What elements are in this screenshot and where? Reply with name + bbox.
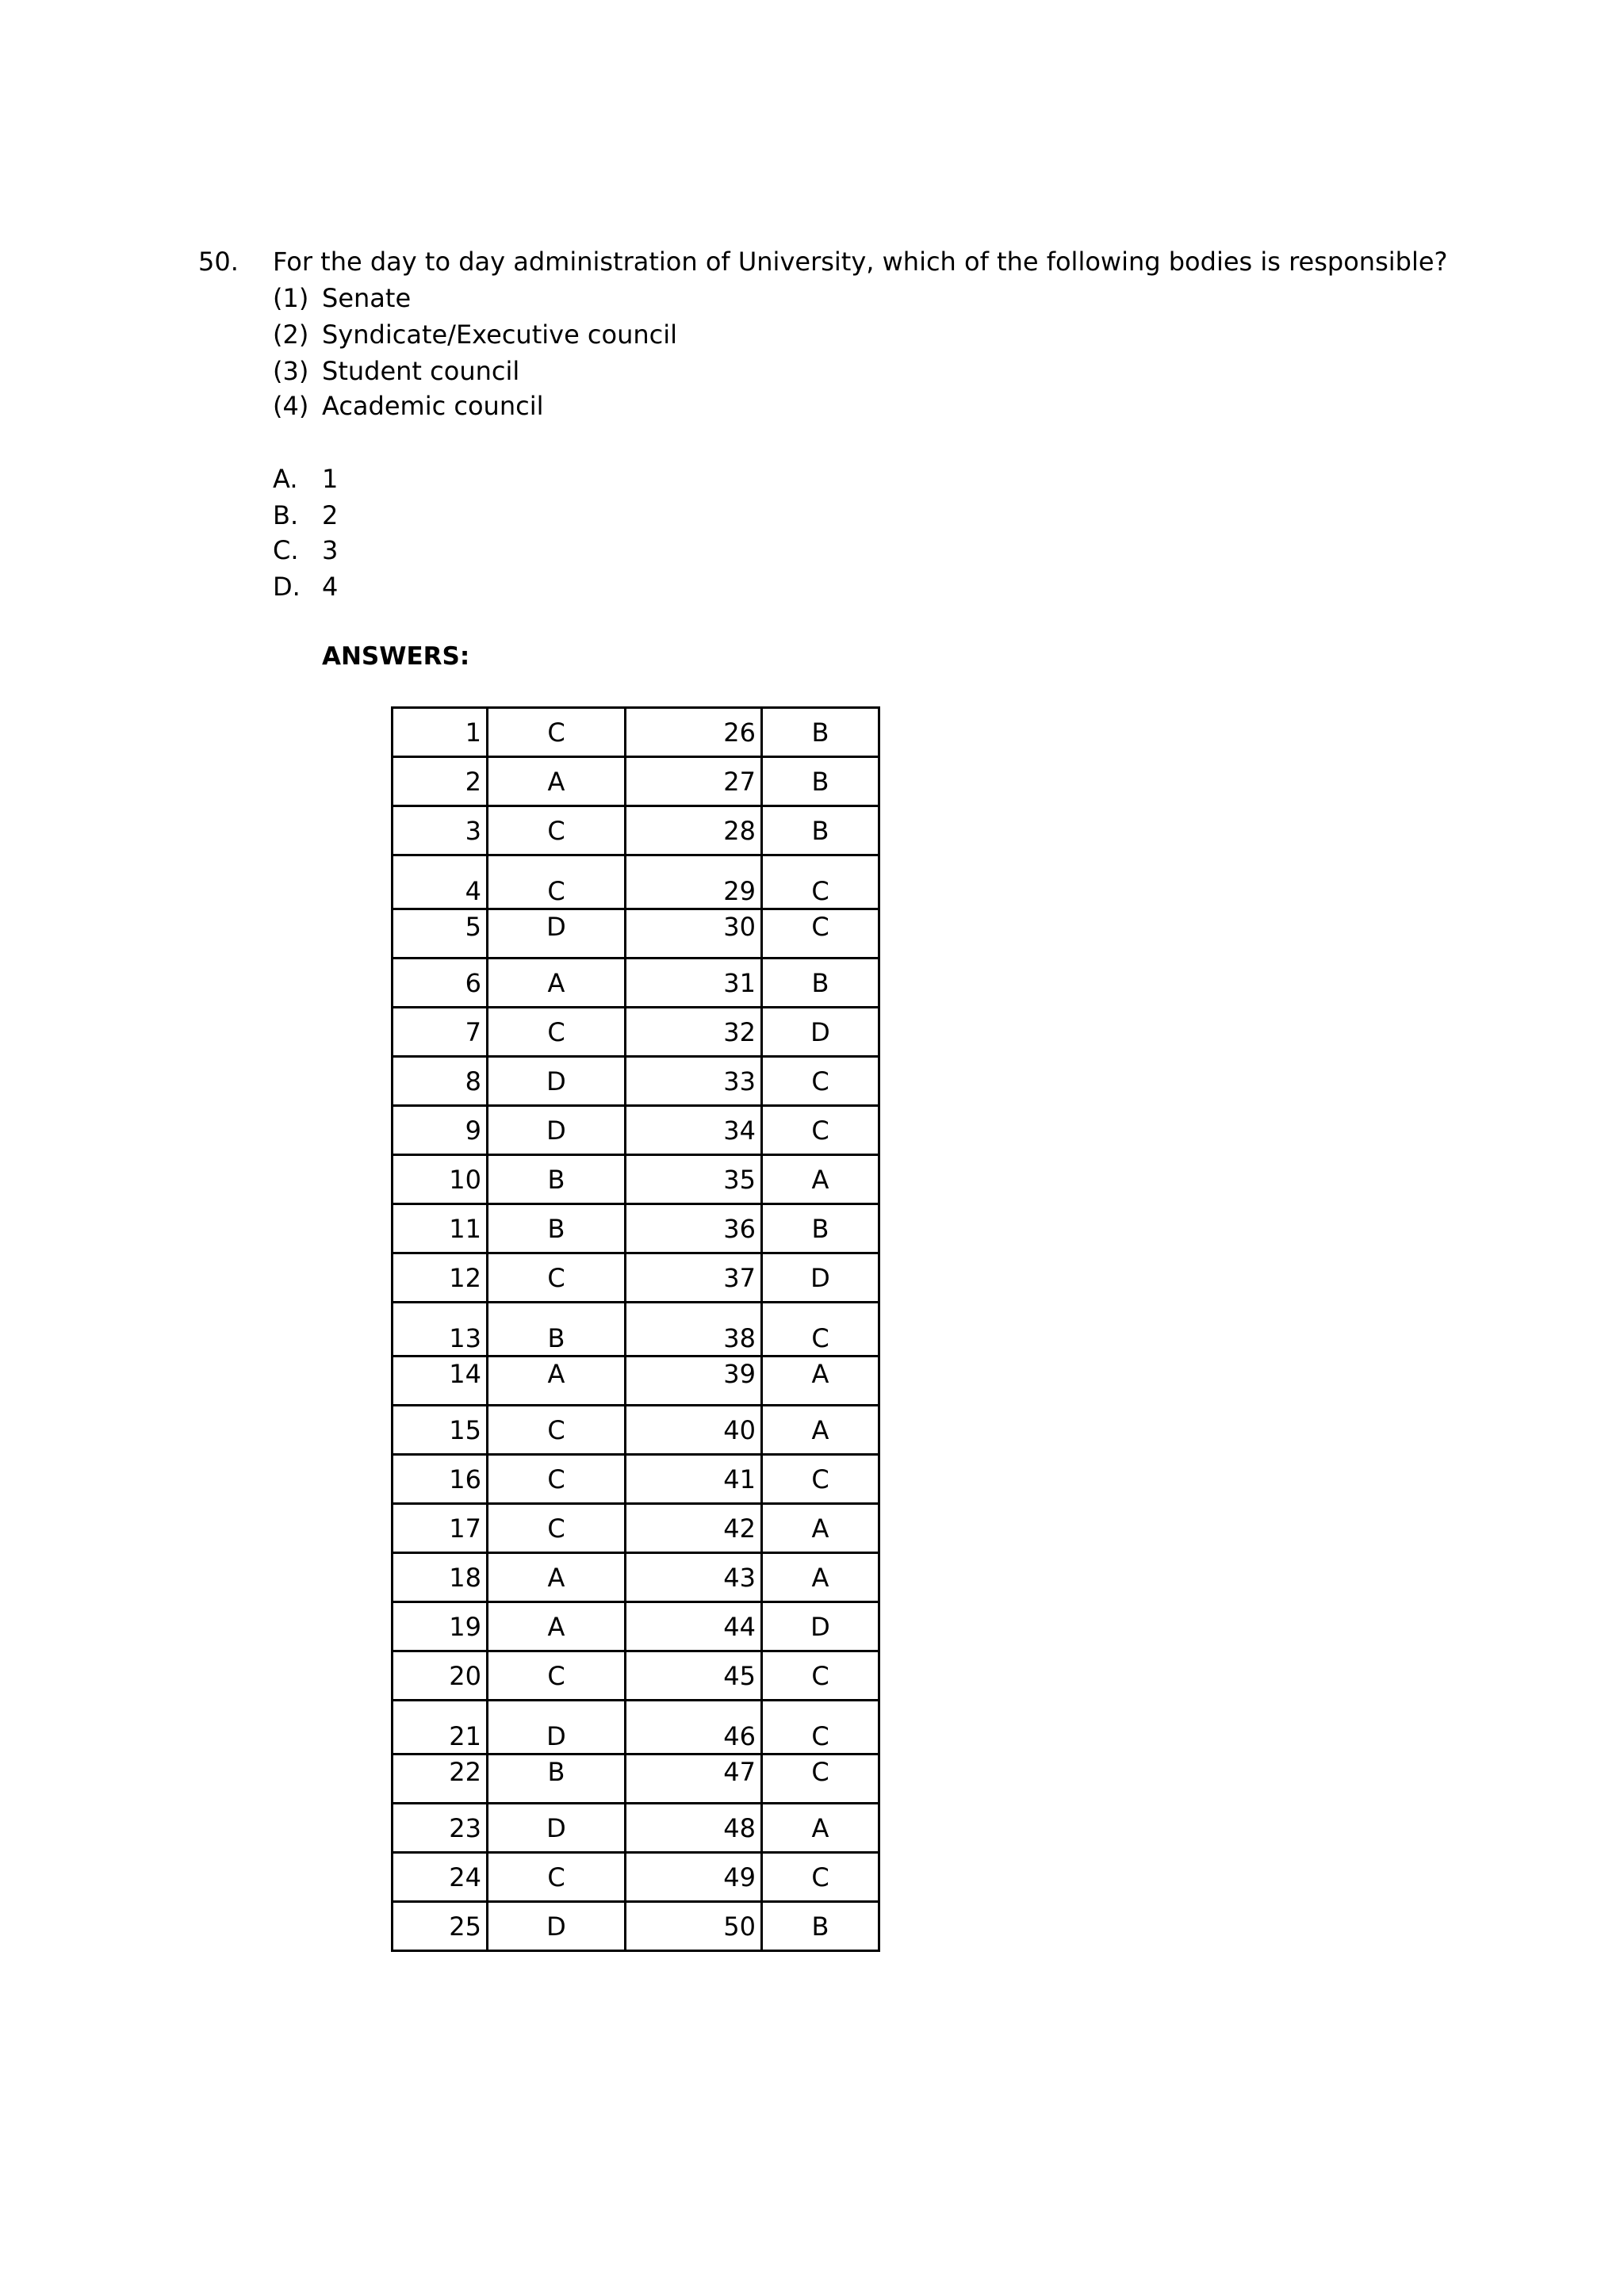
question-number-cell: 49 — [626, 1853, 762, 1902]
answer-cell: A — [762, 1155, 879, 1204]
question-number-cell: 22 — [393, 1755, 488, 1804]
question-number-cell: 48 — [626, 1804, 762, 1853]
question-number-cell: 33 — [626, 1057, 762, 1106]
question-number-cell: 44 — [626, 1602, 762, 1651]
table-row — [393, 1303, 879, 1357]
option-1 — [273, 281, 411, 316]
question-number-cell: 26 — [626, 708, 762, 757]
answer-cell: D — [488, 1804, 626, 1853]
choice-b — [273, 498, 338, 533]
choice-a — [273, 461, 338, 496]
option-2 — [273, 317, 677, 352]
answer-cell: A — [488, 1602, 626, 1651]
question-number-cell: 1 — [393, 708, 488, 757]
answer-cell: A — [488, 1357, 626, 1406]
table-row — [393, 1057, 879, 1106]
answer-cell: B — [762, 1204, 879, 1253]
question-number-cell: 5 — [393, 909, 488, 959]
question-number-cell: 6 — [393, 959, 488, 1008]
answer-cell: C — [488, 1455, 626, 1504]
question-number-cell: 45 — [626, 1651, 762, 1701]
answer-cell: D — [762, 1602, 879, 1651]
question-number: 50. — [198, 247, 239, 277]
answer-cell: C — [488, 1651, 626, 1701]
question-number-cell: 31 — [626, 959, 762, 1008]
question-number-cell: 16 — [393, 1455, 488, 1504]
answer-cell: A — [488, 1553, 626, 1602]
question-number-cell: 14 — [393, 1357, 488, 1406]
answer-cell: C — [488, 1406, 626, 1455]
question-number-cell: 15 — [393, 1406, 488, 1455]
answer-cell: C — [762, 1651, 879, 1701]
question-number-cell: 19 — [393, 1602, 488, 1651]
table-row — [393, 1008, 879, 1057]
option-key: (2) — [273, 320, 309, 350]
answer-cell: C — [488, 1504, 626, 1553]
answers-heading: ANSWERS: — [322, 642, 470, 671]
question-number-cell: 12 — [393, 1253, 488, 1303]
answer-cell: D — [488, 1701, 626, 1755]
table-row — [393, 1755, 879, 1804]
answer-key-table — [391, 706, 880, 1952]
answer-cell: C — [488, 708, 626, 757]
option-label: Syndicate/Executive council — [322, 320, 678, 350]
answer-cell: C — [488, 1253, 626, 1303]
answer-cell: C — [488, 1853, 626, 1902]
table-row — [393, 757, 879, 806]
answer-cell: C — [762, 855, 879, 909]
table-row — [393, 1253, 879, 1303]
table-row — [393, 1155, 879, 1204]
answer-cell: C — [762, 1106, 879, 1155]
answer-cell: C — [762, 1853, 879, 1902]
question-number-cell: 2 — [393, 757, 488, 806]
question-number-cell: 27 — [626, 757, 762, 806]
question-number-cell: 39 — [626, 1357, 762, 1406]
table-row — [393, 806, 879, 855]
option-key: (4) — [273, 391, 309, 421]
table-row — [393, 1106, 879, 1155]
question-number-cell: 43 — [626, 1553, 762, 1602]
question-number-cell: 50 — [626, 1902, 762, 1951]
table-row — [393, 1455, 879, 1504]
option-label: Senate — [322, 283, 412, 313]
table-row — [393, 1701, 879, 1755]
table-row — [393, 855, 879, 909]
answer-cell: A — [488, 757, 626, 806]
answer-cell: D — [488, 1902, 626, 1951]
table-row — [393, 1553, 879, 1602]
question-number-cell: 42 — [626, 1504, 762, 1553]
table-row — [393, 959, 879, 1008]
answer-cell: C — [488, 806, 626, 855]
question-number-cell: 10 — [393, 1155, 488, 1204]
question-number-cell: 35 — [626, 1155, 762, 1204]
question-text: For the day to day administration of University, which of the following bodies is responsible? — [273, 247, 1448, 277]
question-number-cell: 11 — [393, 1204, 488, 1253]
question-number-cell: 23 — [393, 1804, 488, 1853]
option-key: (3) — [273, 356, 309, 386]
question-number-cell: 37 — [626, 1253, 762, 1303]
question-number-cell: 29 — [626, 855, 762, 909]
option-3 — [273, 354, 519, 388]
answer-cell: A — [488, 959, 626, 1008]
question-number-cell: 20 — [393, 1651, 488, 1701]
answer-cell: C — [762, 1303, 879, 1357]
table-row — [393, 1902, 879, 1951]
question-number-cell: 28 — [626, 806, 762, 855]
answer-cell: C — [762, 1455, 879, 1504]
choice-key: B. — [273, 500, 299, 530]
answer-cell: D — [488, 1106, 626, 1155]
question-number-cell: 41 — [626, 1455, 762, 1504]
question-number-cell: 17 — [393, 1504, 488, 1553]
answer-cell: A — [762, 1553, 879, 1602]
question-number-cell: 38 — [626, 1303, 762, 1357]
answer-cell: D — [488, 1057, 626, 1106]
option-label: Student council — [322, 356, 520, 386]
answer-cell: B — [762, 757, 879, 806]
answer-cell: B — [762, 1902, 879, 1951]
option-label: Academic council — [322, 391, 544, 421]
choice-key: D. — [273, 572, 301, 602]
question-number-cell: 9 — [393, 1106, 488, 1155]
table-row — [393, 1804, 879, 1853]
answer-cell: A — [762, 1406, 879, 1455]
question-number-cell: 8 — [393, 1057, 488, 1106]
table-row — [393, 1651, 879, 1701]
answer-cell: B — [488, 1303, 626, 1357]
answer-cell: C — [762, 1755, 879, 1804]
table-row — [393, 1602, 879, 1651]
answer-cell: B — [762, 806, 879, 855]
answer-cell: D — [488, 909, 626, 959]
answer-cell: A — [762, 1504, 879, 1553]
choice-label: 3 — [322, 535, 339, 565]
table-row — [393, 1853, 879, 1902]
choice-d — [273, 569, 338, 604]
table-row — [393, 1504, 879, 1553]
question-number-cell: 7 — [393, 1008, 488, 1057]
answer-cell: B — [488, 1755, 626, 1804]
option-key: (1) — [273, 283, 309, 313]
question-number-cell: 30 — [626, 909, 762, 959]
choice-label: 2 — [322, 500, 339, 530]
question-number-cell: 3 — [393, 806, 488, 855]
question-number-cell: 47 — [626, 1755, 762, 1804]
question-number-cell: 24 — [393, 1853, 488, 1902]
question-number-cell: 34 — [626, 1106, 762, 1155]
answer-cell: B — [762, 959, 879, 1008]
answer-cell: B — [762, 708, 879, 757]
answer-cell: A — [762, 1357, 879, 1406]
table-row — [393, 1406, 879, 1455]
answer-cell: B — [488, 1155, 626, 1204]
choice-label: 1 — [322, 464, 339, 494]
table-row — [393, 708, 879, 757]
answer-cell: B — [488, 1204, 626, 1253]
choice-key: C. — [273, 535, 299, 565]
choice-label: 4 — [322, 572, 339, 602]
question-number-cell: 13 — [393, 1303, 488, 1357]
question-number-cell: 18 — [393, 1553, 488, 1602]
answer-cell: C — [488, 855, 626, 909]
option-4 — [273, 388, 543, 423]
choice-c — [273, 533, 338, 568]
question-number-cell: 46 — [626, 1701, 762, 1755]
question-number-cell: 21 — [393, 1701, 488, 1755]
question-number-cell: 25 — [393, 1902, 488, 1951]
answer-cell: C — [762, 1701, 879, 1755]
answer-cell: D — [762, 1008, 879, 1057]
table-row — [393, 1357, 879, 1406]
answer-cell: A — [762, 1804, 879, 1853]
answer-cell: C — [762, 909, 879, 959]
table-row — [393, 909, 879, 959]
answer-cell: D — [762, 1253, 879, 1303]
question-number-cell: 36 — [626, 1204, 762, 1253]
table-row — [393, 1204, 879, 1253]
answer-cell: C — [762, 1057, 879, 1106]
choice-key: A. — [273, 464, 298, 494]
question-number-cell: 32 — [626, 1008, 762, 1057]
question-number-cell: 4 — [393, 855, 488, 909]
question-number-cell: 40 — [626, 1406, 762, 1455]
answer-cell: C — [488, 1008, 626, 1057]
